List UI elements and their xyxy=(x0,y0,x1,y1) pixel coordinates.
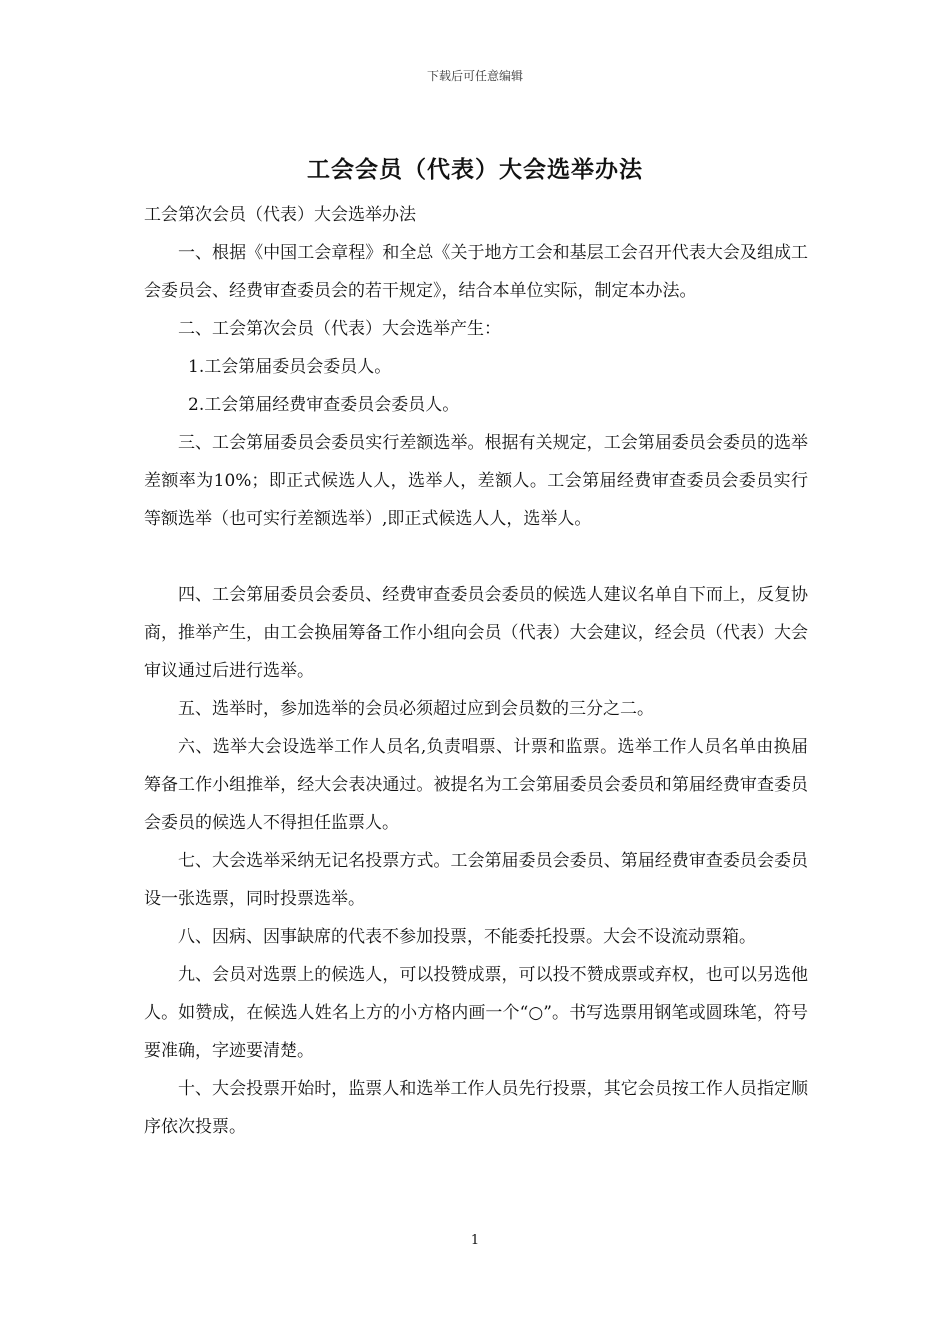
paragraph-2-item-1: 1.工会第届委员会委员人。 xyxy=(188,357,392,377)
paragraph-2-item-2: 2.工会第届经费审查委员会委员人。 xyxy=(188,395,460,415)
paragraph-3: 三、工会第届委员会委员实行差额选举。根据有关规定，工会第届委员会委员的选举差额率为10%；即正式候选人人，选举人，差额人。工会第届经费审查委员会委员实行等额选举（也可实行差额选举）,即正式候选人人，选举人。 xyxy=(144,433,808,529)
paragraph-2: 二、工会第次会员（代表）大会选举产生： xyxy=(178,319,501,339)
header-note: 下载后可任意编辑 xyxy=(426,69,523,83)
paragraph-6: 六、选举大会设选举工作人员名,负责唱票、计票和监票。选举工作人员名单由换届筹备工作小组推举，经大会表决通过。被提名为工会第届委员会委员和第届经费审查委员会委员的候选人不得担任监票人。 xyxy=(144,737,808,833)
document-subtitle: 工会第次会员（代表）大会选举办法 xyxy=(144,205,416,225)
paragraph-5: 五、选举时，参加选举的会员必须超过应到会员数的三分之二。 xyxy=(178,699,654,719)
blank-line xyxy=(144,538,808,576)
paragraph-1: 一、根据《中国工会章程》和全总《关于地方工会和基层工会召开代表大会及组成工会委员会、经费审查委员会的若干规定》，结合本单位实际，制定本办法。 xyxy=(144,243,808,301)
paragraph-8: 八、因病、因事缺席的代表不参加投票，不能委托投票。大会不设流动票箱。 xyxy=(178,927,756,947)
document-body xyxy=(144,196,808,1146)
paragraph-10: 十、大会投票开始时，监票人和选举工作人员先行投票，其它会员按工作人员指定顺序依次投票。 xyxy=(144,1079,808,1137)
paragraph-9: 九、会员对选票上的候选人，可以投赞成票，可以投不赞成票或弃权，也可以另选他人。如赞成，在候选人姓名上方的小方格内画一个“○”。书写选票用钢笔或圆珠笔，符号要准确，字迹要清楚。 xyxy=(144,965,808,1061)
paragraph-4: 四、工会第届委员会委员、经费审查委员会委员的候选人建议名单自下而上，反复协商，推举产生，由工会换届筹备工作小组向会员（代表）大会建议，经会员（代表）大会审议通过后进行选举。 xyxy=(144,585,808,681)
page-number: 1 xyxy=(470,1233,480,1248)
document-title: 工会会员（代表）大会选举办法 xyxy=(307,157,643,183)
paragraph-7: 七、大会选举采纳无记名投票方式。工会第届委员会委员、第届经费审查委员会委员设一张选票，同时投票选举。 xyxy=(144,851,808,909)
